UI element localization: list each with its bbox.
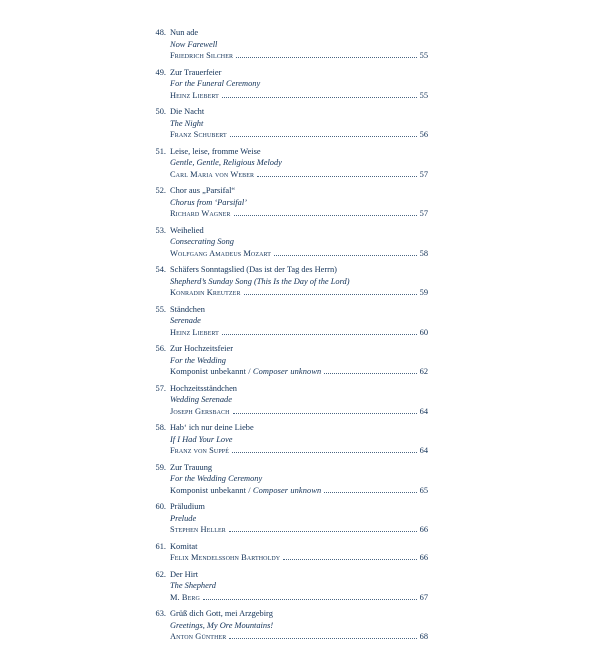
entry-title: Hochzeitsständchen (170, 383, 237, 393)
entry-page-number: 59 (419, 288, 428, 297)
dot-leader (222, 327, 417, 335)
entry-title: Weihelied (170, 225, 204, 235)
toc-entry-54[interactable] (141, 264, 428, 304)
entry-composer: Stephen Heller (170, 525, 226, 534)
entry-page-number: 55 (419, 90, 428, 100)
entry-number: 57. (155, 383, 166, 393)
composer-english: Composer unknown (252, 367, 322, 376)
entry-title: Nun ade (170, 28, 199, 37)
entry-composer (170, 485, 321, 497)
entry-number: 51. (155, 146, 166, 156)
entry-page-number: 67 (419, 592, 428, 602)
entry-title: Zur Hochzeitsfeier (170, 344, 234, 353)
dot-leader (234, 208, 417, 216)
entry-page-number: 64 (419, 406, 428, 416)
entry-title: Zur Trauung (170, 462, 213, 472)
toc-entry-49[interactable] (141, 67, 428, 107)
entry-composer: Carl Maria von Weber (170, 169, 255, 179)
entry-title: Komitat (170, 541, 198, 551)
dot-leader (236, 50, 417, 58)
entry-title: Leise, leise, fromme Weise (170, 146, 261, 156)
entry-title: Zur Trauerfeier (170, 67, 222, 77)
dot-leader (324, 366, 416, 374)
dot-leader (229, 631, 416, 639)
entry-number: 54. (155, 265, 166, 274)
dot-leader (257, 169, 417, 177)
entry-subtitle: If I Had Your Love (170, 434, 233, 444)
entry-page-number: 56 (419, 130, 428, 139)
entry-subtitle: For the Wedding (170, 355, 226, 365)
entry-composer: Felix Mendelssohn Bartholdy (170, 553, 281, 562)
dot-leader (203, 592, 417, 600)
entry-number: 58. (155, 423, 166, 432)
entry-number: 56. (155, 344, 166, 353)
entry-title: Chor aus „Parsifal“ (170, 186, 236, 195)
entry-composer: Friedrich Silcher (170, 51, 234, 60)
entry-number: 49. (155, 67, 166, 77)
entry-number: 60. (155, 502, 166, 511)
dot-leader (274, 248, 417, 256)
entry-number: 55. (155, 304, 166, 314)
toc-entry-53[interactable] (141, 225, 428, 265)
entry-title: Der Hirt (170, 569, 199, 579)
toc-entry-55[interactable] (141, 304, 428, 344)
entry-composer: Franz Schubert (170, 130, 227, 139)
entry-composer: Konradin Kreutzer (170, 288, 241, 297)
entry-composer: Anton Günther (170, 632, 227, 641)
dot-leader (222, 90, 417, 98)
entry-page-number: 64 (419, 446, 428, 455)
dot-leader (244, 287, 417, 295)
entry-subtitle: For the Funeral Ceremony (170, 79, 261, 88)
dot-leader (232, 445, 417, 453)
entry-page-number: 62 (419, 367, 428, 376)
toc-entry-59[interactable] (141, 462, 428, 502)
entry-number: 48. (155, 28, 166, 37)
entry-composer: Franz von Suppé (170, 446, 230, 455)
entry-title: Schäfers Sonntagslied (Das ist der Tag des Herrn) (170, 265, 337, 274)
toc-entry-62[interactable] (141, 569, 428, 609)
toc-entry-61[interactable] (141, 541, 428, 569)
entry-number: 61. (155, 541, 166, 551)
entry-number: 53. (155, 225, 166, 235)
entry-page-number: 68 (419, 632, 428, 641)
entry-subtitle: Greetings, My Ore Mountains! (170, 620, 274, 630)
entry-page-number: 60 (419, 327, 428, 337)
entry-subtitle: For the Wedding Ceremony (170, 474, 263, 483)
entry-subtitle: Chorus from ‘Parsifal’ (170, 197, 247, 207)
entry-number: 62. (155, 569, 166, 579)
table-of-contents (141, 27, 428, 648)
entry-subtitle: Shepherd’s Sunday Song (This Is the Day of the Lord) (170, 276, 350, 286)
entry-number: 50. (155, 107, 166, 116)
dot-leader (230, 129, 417, 137)
entry-title: Ständchen (170, 304, 205, 314)
entry-number: 63. (155, 609, 166, 618)
entry-composer (170, 366, 321, 378)
entry-subtitle: Serenade (170, 316, 201, 325)
dot-leader (229, 524, 417, 532)
toc-entry-51[interactable] (141, 146, 428, 186)
entry-number: 59. (155, 462, 166, 472)
entry-page-number: 58 (419, 248, 428, 258)
dot-leader (283, 552, 416, 560)
entry-subtitle: Now Farewell (170, 39, 218, 49)
toc-entry-60[interactable] (141, 501, 428, 541)
entry-title: Die Nacht (170, 107, 205, 116)
entry-number: 52. (155, 186, 166, 195)
entry-composer: Joseph Gersbach (170, 406, 230, 416)
entry-page-number: 66 (419, 525, 428, 534)
toc-entry-48[interactable] (141, 27, 428, 67)
entry-composer: M. Berg (170, 592, 200, 602)
entry-composer: Richard Wagner (170, 209, 231, 218)
entry-composer: Heinz Liebert (170, 90, 219, 100)
entry-page-number: 57 (419, 169, 428, 179)
entry-subtitle: Prelude (170, 513, 197, 523)
toc-entry-58[interactable] (141, 422, 428, 462)
toc-entry-57[interactable] (141, 383, 428, 423)
toc-entry-56[interactable] (141, 343, 428, 383)
entry-page-number: 57 (419, 209, 428, 218)
entry-page-number: 66 (419, 553, 428, 562)
entry-composer: Wolfgang Amadeus Mozart (170, 248, 272, 258)
entry-title: Grüß dich Gott, mei Arzgebirg (170, 609, 273, 618)
entry-title: Präludium (170, 502, 205, 511)
toc-entry-50[interactable] (141, 106, 428, 146)
entry-page-number: 65 (419, 485, 428, 495)
entry-page-number: 55 (419, 51, 428, 60)
entry-subtitle: The Shepherd (170, 581, 216, 590)
entry-subtitle: Wedding Serenade (170, 395, 232, 404)
entry-subtitle: Consecrating Song (170, 237, 234, 246)
entry-subtitle: The Night (170, 118, 204, 128)
entry-composer: Heinz Liebert (170, 327, 219, 337)
entry-title: Hab‘ ich nur deine Liebe (170, 423, 254, 432)
dot-leader (233, 406, 417, 414)
toc-entry-63[interactable] (141, 608, 428, 648)
composer-german: Komponist unbekannt / (170, 485, 253, 495)
dot-leader (324, 485, 416, 493)
composer-german: Komponist unbekannt / (170, 367, 253, 376)
composer-english: Composer unknown (252, 485, 322, 495)
toc-entry-52[interactable] (141, 185, 428, 225)
entry-subtitle: Gentle, Gentle, Religious Melody (170, 158, 282, 167)
